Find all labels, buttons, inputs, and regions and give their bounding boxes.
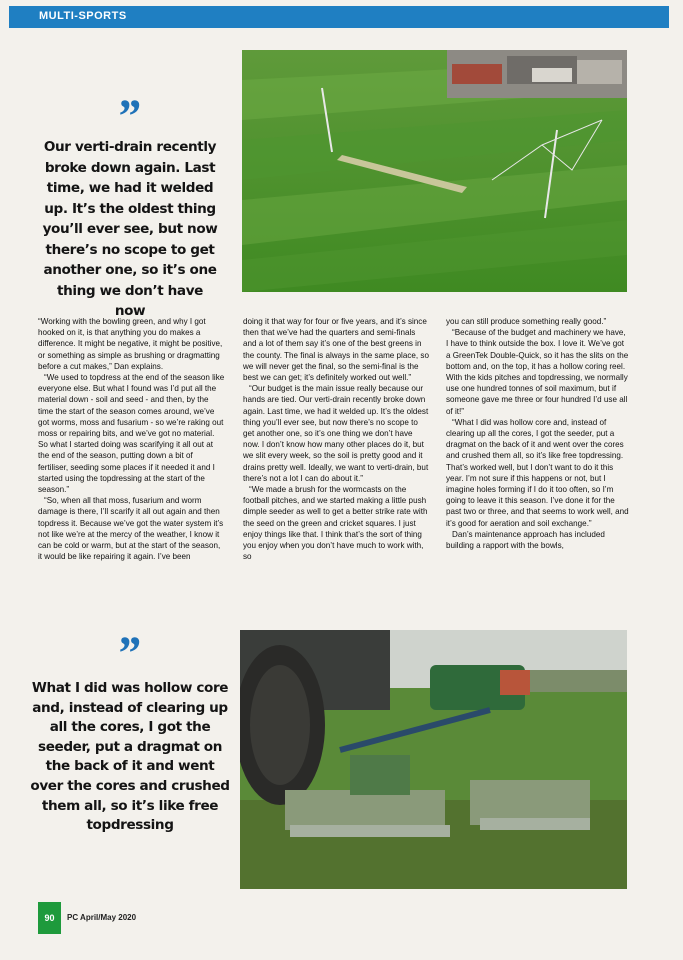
paragraph: “We made a brush for the wormcasts on the football pitches, and we started making a little push dimple seeder as well to get a better strike rate with the seed on the green and cricket squares. I just enjoy things like that. I think that’s the sort of thing you enjoy when you don’t have much to work with, so xyxy=(243,485,428,562)
paragraph: Dan’s maintenance approach has included building a rapport with the bowls, xyxy=(446,529,605,551)
paragraph: “So, when all that moss, fusarium and worm damage is there, I’ll scarify it all out again and then topdress it. Because we’ve got the water system it’s not like we’re at the mercy of the weather, I know it can be cold or warm, but at the start of the season, it would be like repairing it again. I’ve been xyxy=(38,496,224,562)
pull-quote-2: What I did was hollow core and, instead of clearing up all the cores, I got the seeder, put a dragmat on the back of it and went over the cores and crushed them all, so it’s like free topdressing xyxy=(30,680,230,834)
paragraph: “What I did was hollow core and, instead of clearing up all the cores, I got the seeder, put a dragmat on the back of it and went over the cores and crushed them all, so it’s like free topdressing. That’s worked well, but I don’t want to do it this year. I’m not sure if this happens or not, but I imagine holes forming if I do it too often, so I’m going to leave it this season. I’ve done it for the past two or three, and that seems to work well, and it’s good for aeration and soil exchange.” xyxy=(446,417,629,528)
body-column-1 xyxy=(38,316,225,562)
aerial-pitch-photo xyxy=(242,50,627,292)
body-column-3 xyxy=(446,316,630,551)
paragraph: “Working with the bowling green, and why I got hooked on it, is that anything you do makes a difference. It might be negative, it might be positive, or something as simple as brushing or dragmatting before a cut makes,” Dan explains. xyxy=(38,317,223,371)
pull-quote-1: Our verti-drain recently broke down again. Last time, we had it welded up. It’s the oldest thing you’ll ever see, but now there’s no scope to get another one, so it’s one thing we don’t have now xyxy=(42,139,218,319)
paragraph: “Because of the budget and machinery we have, I have to think outside the box. I love it. We’ve got a GreenTek Double-Quick, so it has the slits on the bottom and, on the top, it has a hollow coring reel. With the kids pitches and topdressing, we normally use one hundred tonnes of soil maximum, but if someone gave me three or four hundred I’d use all of it!” xyxy=(446,328,629,416)
paragraph: “We used to topdress at the end of the season like everyone else. But what I found was I’d put all the material down - soil and seed - and then, by the time the start of the season comes around, we’ve got worms, moss and fusarium - so we’re raking out moss or repairing bits, and we’ve got no material. So what I started doing was scarifying it all out at the end of the season, putting down a bit of fertiliser, seeding some places if it needed it and I started using the topdressing at the start of the season.” xyxy=(38,373,225,495)
paragraph: doing it that way for four or five years, and it’s since then that we’ve had the quarters and semi-finals and a lot of them say it’s one of the best greens in the county. The final is always in the same place, so we will never get the final, so the semi-final is the best we can get; it’s definitely worked out well.” xyxy=(243,317,429,383)
quote-mark-icon: ” xyxy=(116,90,140,143)
section-title: MULTI-SPORTS xyxy=(39,10,127,22)
publication-issue: PC April/May 2020 xyxy=(67,913,137,922)
quote-mark-icon: ” xyxy=(116,627,140,680)
paragraph: “Our budget is the main issue really because our hands are tied. Our verti-drain recently broke down again. Last time, we had it welded up. It’s the oldest thing you’ll ever see, but now there’s no scope to get another one, so it’s one thing we don’t have now. I don’t know how many other places do it, but we slit every week, so the soil is pretty good and it drains pretty well. Ideally, we want to verti-drain, but there’s not a lot I can do about it.” xyxy=(243,384,429,483)
paragraph: you can still produce something really good.” xyxy=(446,317,607,326)
body-column-2 xyxy=(243,316,429,562)
mower-photo xyxy=(240,630,627,889)
page-number: 90 xyxy=(38,902,61,934)
section-banner xyxy=(9,6,669,28)
